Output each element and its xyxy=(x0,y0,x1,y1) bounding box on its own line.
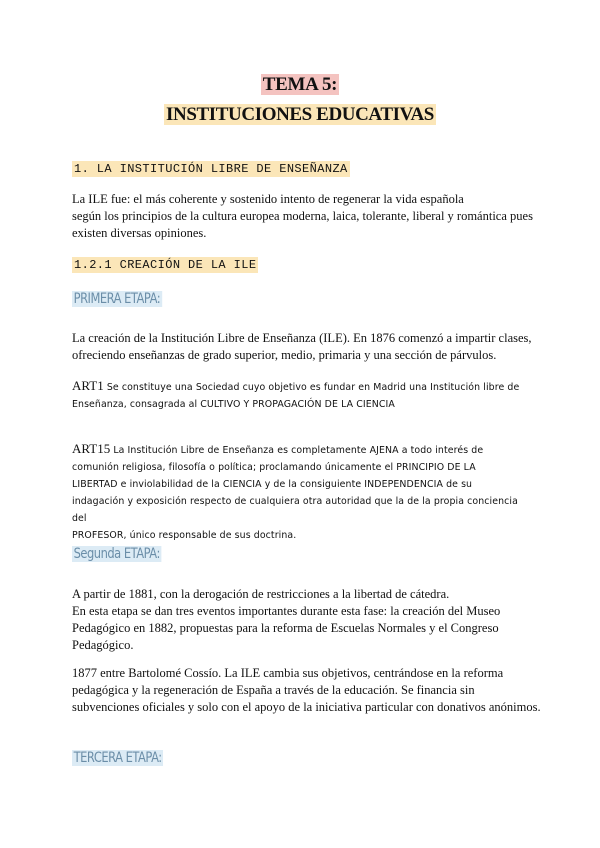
stage-label-1: PRIMERA ETAPA: xyxy=(73,291,161,307)
text-line: Enseñanza, consagrada al CULTIVO Y PROPAGACIÓN DE LA CIENCIA xyxy=(72,399,395,410)
text-line: Se constituye una Sociedad cuyo objetivo es fundar en Madrid una Institución libre de xyxy=(103,382,520,393)
text-line: LIBERTAD e inviolabilidad de la CIENCIA y de la consiguiente INDEPENDENCIA de su xyxy=(72,479,473,490)
article-15-label: ART15 xyxy=(72,441,111,456)
stage-label-2: Segunda ETAPA: xyxy=(73,546,160,562)
text-line: subvenciones oficiales y solo con el apoyo de la iniciativa particular con donativos anónimos. xyxy=(72,700,541,714)
section-heading-2 xyxy=(72,255,258,273)
text-line: Pedagógico. xyxy=(72,638,134,652)
stage1-paragraph xyxy=(72,330,542,364)
article-1 xyxy=(72,377,532,413)
intro-paragraph xyxy=(72,191,542,242)
text-line: Pedagógico en 1882, propuestas para la reforma de Escuelas Normales y el Congreso xyxy=(72,621,499,635)
stage2-paragraph-1 xyxy=(72,586,542,654)
stage-label-3: TERCERA ETAPA: xyxy=(73,750,162,766)
document-subtitle: INSTITUCIONES EDUCATIVAS xyxy=(166,104,434,125)
stage-heading-1 xyxy=(72,290,182,308)
stage2-paragraph-2 xyxy=(72,665,542,716)
text-line: pedagógica y la regeneración de España a través de la educación. Se financia sin xyxy=(72,683,475,697)
text-line: PROFESOR, único responsable de sus doctrina. xyxy=(72,530,297,541)
text-line: La creación de la Institución Libre de Enseñanza (ILE). En 1876 comenzó a impartir clases, xyxy=(72,331,532,345)
text-line: comunión religiosa, filosofía o política; proclamando únicamente el PRINCIPIO DE LA xyxy=(72,462,476,473)
section-heading-2-text: 1.2.1 CREACIÓN DE LA ILE xyxy=(74,258,257,272)
text-line: La Institución Libre de Enseñanza es completamente AJENA a todo interés de xyxy=(110,445,484,456)
text-line: indagación y exposición respecto de cualquiera otra autoridad que la de la propia conciencia del xyxy=(72,496,518,524)
text-line: En esta etapa se dan tres eventos importantes durante esta fase: la creación del Museo xyxy=(72,604,501,618)
document-title-line xyxy=(0,74,600,96)
stage-heading-3 xyxy=(72,749,183,767)
text-line: La ILE fue: el más coherente y sostenido intento de regenerar la vida española xyxy=(72,192,464,206)
document-title: TEMA 5: xyxy=(262,74,338,95)
section-heading-1 xyxy=(72,159,350,177)
text-line: 1877 entre Bartolomé Cossío. La ILE cambia sus objetivos, centrándose en la reforma xyxy=(72,666,504,680)
text-line: según los principios de la cultura europea moderna, laica, tolerante, liberal y romántica pues xyxy=(72,209,533,223)
text-line: ofreciendo enseñanzas de grado superior, medio, primaria y una sección de párvulos. xyxy=(72,348,497,362)
stage-heading-2 xyxy=(72,545,181,563)
section-heading-1-text: 1. LA INSTITUCIÓN LIBRE DE ENSEÑANZA xyxy=(74,162,348,176)
text-line: A partir de 1881, con la derogación de restricciones a la libertad de cátedra. xyxy=(72,587,450,601)
article-15 xyxy=(72,440,532,544)
text-line: existen diversas opiniones. xyxy=(72,226,207,240)
document-subtitle-line xyxy=(0,104,600,126)
article-1-label: ART1 xyxy=(72,378,104,393)
